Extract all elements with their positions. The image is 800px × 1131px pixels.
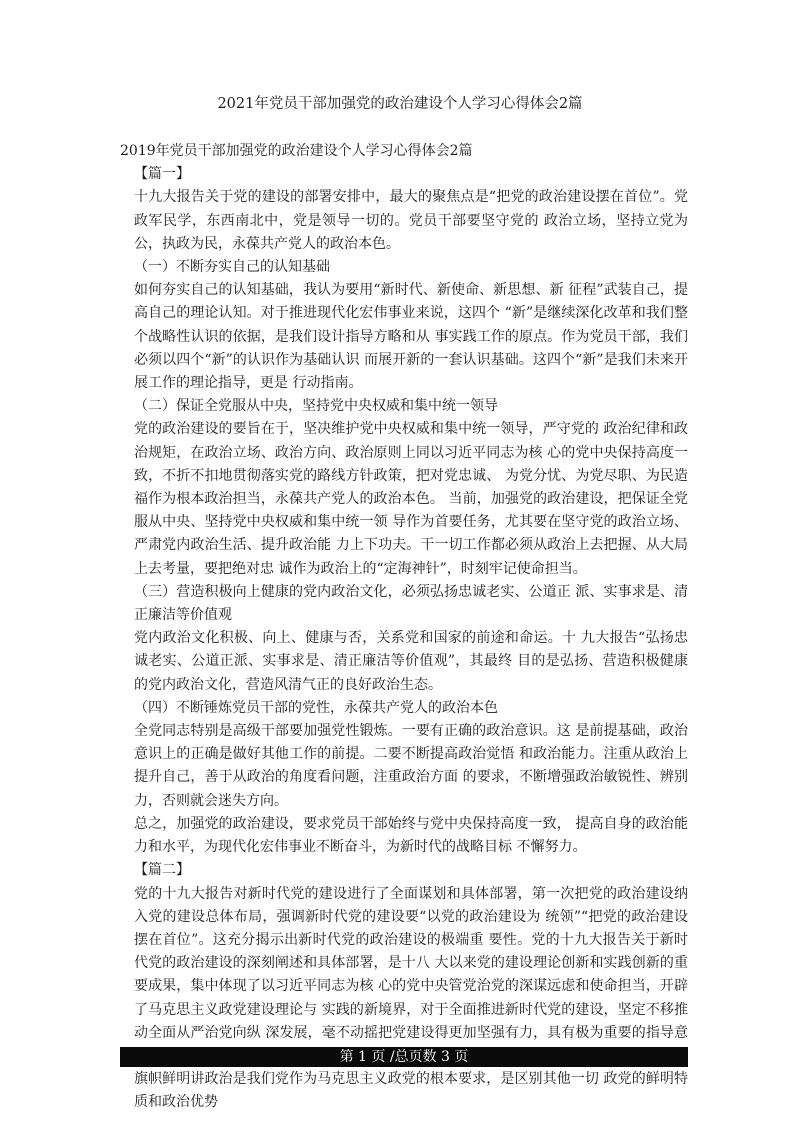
body-paragraph: 党的政治建设的要旨在于，坚决维护党中央权威和集中统一领导，严守党的 政治纪律和政治规矩，在政治立场、政治方向、政治原则上同以习近平同志为核 心的党中央保持高度一致，不折不扣地贯彻落实党的路线方针政策，把对党忠诚、 为党分忧、为党尽职、为民造福作为根本政治担当，永葆共产党人的政治本色。 当前，加强党的政治建设，把保证全党服从中央、坚持党中央权威和集中统一领 导作为首要任务，尤其要在坚守党的政治立场、严肃党内政治生活、提升政治能 力上下功夫。干一切工作都必须从政治上去把握、从大局上去考量，要把绝对忠 诚作为政治上的“定海神针”，时刻牢记使命担当。 bbox=[134, 421, 688, 577]
subsection-heading: （一）不断夯实自己的认知基础 bbox=[134, 259, 330, 276]
page-title: 2021年党员干部加强党的政治建设个人学习心得体会2篇 bbox=[217, 96, 583, 112]
body-paragraph: 全党同志特别是高级干部要加强党性锻炼。一要有正确的政治意识。这 是前提基础，政治意识上的正确是做好其他工作的前提。二要不断提高政治觉悟 和政治能力。注重从政治上提升自己，善于从政治的角度看问题，注重政治方面 的要求，不断增强政治敏锐性、辨别力，否则就会迷失方向。 bbox=[134, 723, 688, 809]
body-paragraph: 旗帜鲜明讲政治是我们党作为马克思主义政党的根本要求，是区别其他一切 政党的鲜明特质和政治优势 bbox=[134, 1071, 688, 1111]
body-paragraph: 党的十九大报告对新时代党的建设进行了全面谋划和具体部署，第一次把党的政治建设纳入党的建设总体布局，强调新时代党的建设要“以党的政治建设为 统领”“把党的政治建设摆在首位”。这充分揭示出新时代党的政治建设的极端重 要性。党的十九大报告关于新时代党的政治建设的深刻阐述和具体部署，是十八 大以来党的建设理论创新和实践创新的重要成果，集中体现了以习近平同志为核 心的党中央管党治党的深谋远虑和使命担当，开辟了马克思主义政党建设理论与 实践的新境界，对于全面推进新时代党的建设，坚定不移推动全面从严治党向纵 深发展，毫不动摇把党建设得更加坚强有力，具有极为重要的指导意 bbox=[134, 885, 688, 1041]
document-subtitle: 2019年党员干部加强党的政治建设个人学习心得体会2篇 bbox=[120, 143, 473, 159]
subsection-heading: （三）营造积极向上健康的党内政治文化，必须弘扬忠诚老实、公道正 派、实事求是、清正廉洁等价值观 bbox=[134, 583, 688, 624]
subsection-heading: （二）保证全党服从中央，坚持党中央权威和集中统一领导 bbox=[134, 398, 498, 415]
body-paragraph: 总之，加强党的政治建设，要求党员干部始终与党中央保持高度一致， 提高自身的政治能力和水平，为现代化宏伟事业不断奋斗，为新时代的战略目标 不懈努力。 bbox=[134, 815, 688, 856]
paragraph-list bbox=[120, 163, 688, 1114]
body-paragraph: 党内政治文化积极、向上、健康与否，关系党和国家的前途和命运。十 九大报告“弘扬忠诚老实、公道正派、实事求是、清正廉洁等价值观”，其最终 目的是弘扬、营造积极健康的党内政治文化，营造风清气正的良好政治生态。 bbox=[134, 630, 688, 693]
page-footer: 第 1 页 /总页数 3 页 bbox=[120, 1047, 688, 1067]
document-body bbox=[120, 140, 688, 1115]
body-paragraph: 十九大报告关于党的建设的部署安排中，最大的聚焦点是“把党的政治建设摆在首位”。党政军民学，东西南北中，党是领导一切的。党员干部要坚守党的 政治立场，坚持立党为公，执政为民，永葆共产党人的政治本色。 bbox=[134, 189, 688, 252]
subsection-heading: （四）不断锤炼党员干部的党性，永葆共产党人的政治本色 bbox=[134, 699, 498, 716]
section-heading: 【篇二】 bbox=[134, 862, 190, 879]
section-heading: 【篇一】 bbox=[134, 166, 190, 183]
body-paragraph: 如何夯实自己的认知基础，我认为要用“新时代、新使命、新思想、新 征程”武装自己，提高自己的理论认知。对于推进现代化宏伟事业来说，这四个 “新”是继续深化改革和我们整个战略性认识的依据，是我们设计指导方略和从 事实践工作的原点。作为党员干部，我们必须以四个“新”的认识作为基础认识 而展开新的一套认识基础。这四个“新”是我们未来开展工作的理论指导，更是 行动指南。 bbox=[134, 282, 688, 392]
